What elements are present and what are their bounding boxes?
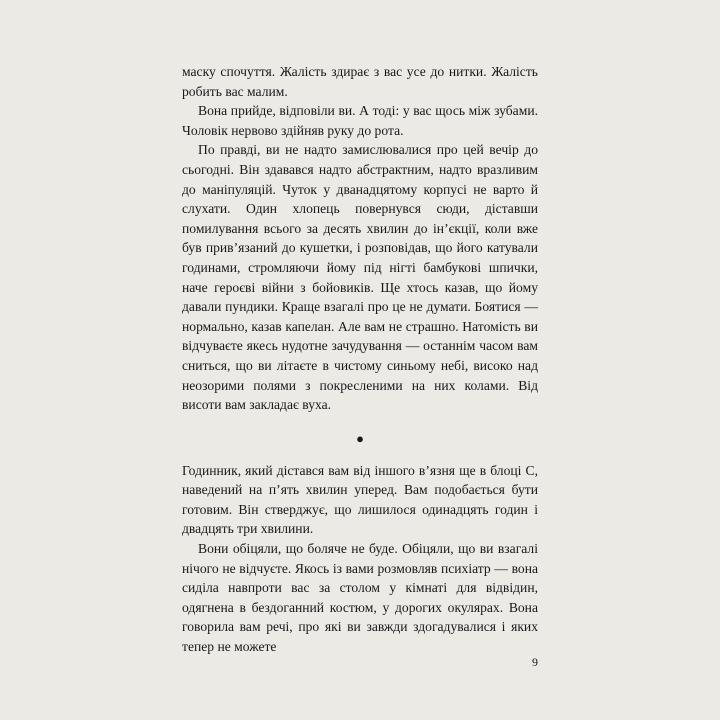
page-number: 9 [532,655,538,669]
paragraph: Вони обіцяли, що боляче не буде. Обіцяли, що ви взагалі нічого не відчуєте. Якось із вами розмовляв психіатр — вона сиділа навпроти вас за столом у кімнаті для відвідин, одягнена в бездоганний костюм, у дорогих окулярах. Вона говорила вам речі, про які ви завжди здогадувалися і яких тепер не можете [182,541,538,655]
section-divider-bullet: ● [356,430,364,446]
paragraph: маску спочуття. Жалість здирає з вас усе до нитки. Жалість робить вас малим. [182,64,538,99]
paragraph: По правді, ви не надто замислювалися про цей вечір до сьогодні. Він здавався надто абстрактним, надто вразливим до маніпуляцій. Чуток у дванадцятому корпусі не варто й слухати. Один хлопець повернувся сюди, діставши помилування всього за десять хвилин до ін’єкції, коли вже був прив’язаний до кушетки, і розповідав, що його катували годинами, стромляючи йому під нігті бамбукові шпички, наче героєві війни з бойовиків. Ще хтось казав, що йому давали пундики. Краще взагалі про це не думати. Боятися — нормально, казав капелан. Але вам не страшно. Натомість ви відчуваєте якесь нудотне зачудування — останнім часом вам сниться, що ви літаєте в чистому синьому небі, високо над неозорими полями з покресленими на них колами. Від висоти вам закладає вуха. [182,142,538,413]
paragraph: Вона прийде, відповіли ви. А тоді: у вас щось між зубами. Чоловік нервово здійняв руку до рота. [182,103,538,138]
paragraph: Годинник, який дістався вам від іншого в’язня ще в блоці C, наведений на п’ять хвилин уперед. Вам подобається бути готовим. Він стверджує, що лишилося одинадцять годин і двадцять три хвилини. [182,462,538,537]
body-text-column [182,62,538,657]
